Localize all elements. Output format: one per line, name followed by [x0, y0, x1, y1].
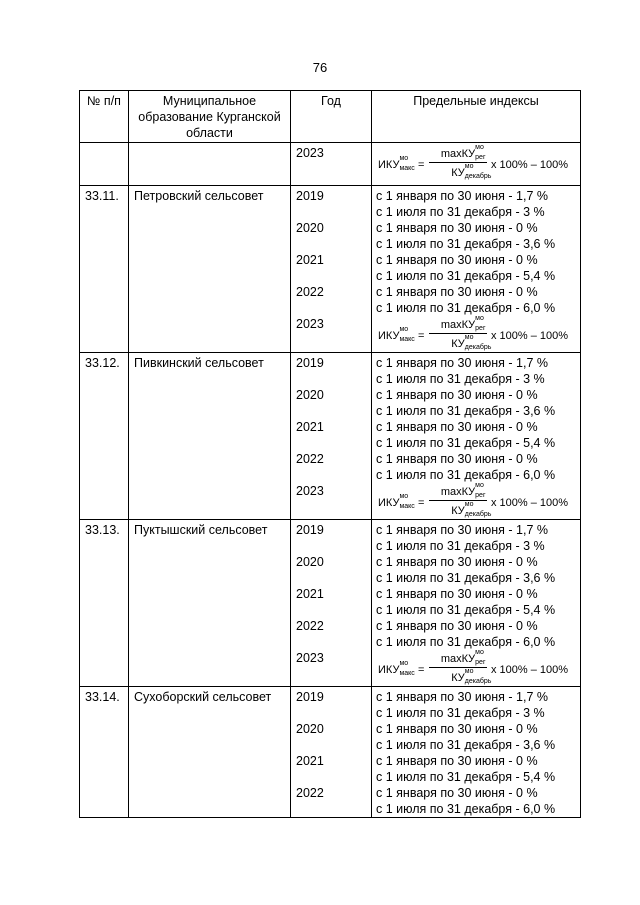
- year-value: 2019: [296, 189, 324, 203]
- municipality-name: [129, 143, 291, 186]
- index-line: с 1 июля по 31 декабря - 3,6 %: [376, 237, 556, 251]
- index-line: с 1 июля по 31 декабря - 6,0 %: [376, 635, 556, 649]
- index-line: с 1 июля по 31 декабря - 3,6 %: [376, 738, 556, 752]
- formula-fraction: maxКУ мо рег КУ мо декабрь: [429, 145, 487, 181]
- year-value: 2023: [296, 317, 324, 331]
- index-line: с 1 июля по 31 декабря - 5,4 %: [376, 436, 556, 450]
- years-cell: [291, 687, 372, 818]
- year-value: 2022: [296, 619, 324, 633]
- index-formula: [372, 650, 580, 686]
- indices-cell: [372, 687, 581, 818]
- years-cell: [291, 186, 372, 353]
- municipality-name: Пивкинский сельсовет: [129, 353, 291, 520]
- year-value: 2023: [296, 146, 324, 160]
- index-line: с 1 января по 30 июня - 1,7 %: [376, 356, 548, 370]
- index-line: с 1 января по 30 июня - 0 %: [376, 253, 538, 267]
- table-row: [80, 687, 581, 818]
- index-line: с 1 июля по 31 декабря - 3 %: [376, 706, 545, 720]
- index-line: с 1 июля по 31 декабря - 5,4 %: [376, 603, 556, 617]
- municipality-name: Сухоборский сельсовет: [129, 687, 291, 818]
- indices-cell: [372, 186, 581, 353]
- index-line: с 1 января по 30 июня - 0 %: [376, 722, 538, 736]
- index-line: с 1 января по 30 июня - 0 %: [376, 754, 538, 768]
- index-line: с 1 января по 30 июня - 0 %: [376, 555, 538, 569]
- index-line: с 1 января по 30 июня - 0 %: [376, 619, 538, 633]
- row-number: [80, 143, 129, 186]
- index-line: с 1 июля по 31 декабря - 3 %: [376, 372, 545, 386]
- year-value: 2020: [296, 555, 324, 569]
- formula-tail: x 100% – 100%: [491, 664, 569, 676]
- page-number: 76: [312, 60, 328, 75]
- header-num: № п/п: [80, 91, 129, 143]
- formula-equals: =: [418, 664, 425, 676]
- municipality-name: Пуктышский сельсовет: [129, 520, 291, 687]
- index-line: с 1 июля по 31 декабря - 3,6 %: [376, 404, 556, 418]
- indices-table: [79, 90, 581, 818]
- year-value: 2019: [296, 356, 324, 370]
- year-value: 2021: [296, 253, 324, 267]
- index-line: с 1 января по 30 июня - 0 %: [376, 221, 538, 235]
- municipality-name: Петровский сельсовет: [129, 186, 291, 353]
- year-value: 2022: [296, 285, 324, 299]
- index-line: с 1 января по 30 июня - 0 %: [376, 452, 538, 466]
- index-line: с 1 июля по 31 декабря - 3 %: [376, 539, 545, 553]
- year-value: 2021: [296, 754, 324, 768]
- year-value: 2022: [296, 786, 324, 800]
- index-line: с 1 января по 30 июня - 0 %: [376, 420, 538, 434]
- header-indices: Предельные индексы: [372, 91, 581, 143]
- row-number: 33.14.: [80, 687, 129, 818]
- indices-cell: [372, 520, 581, 687]
- formula-lhs: ИКУ мо макс: [378, 493, 415, 510]
- row-number: 33.11.: [80, 186, 129, 353]
- index-line: с 1 июля по 31 декабря - 5,4 %: [376, 770, 556, 784]
- formula-lhs: ИКУ мо макс: [378, 155, 415, 172]
- index-line: с 1 июля по 31 декабря - 6,0 %: [376, 468, 556, 482]
- index-line: с 1 июля по 31 декабря - 5,4 %: [376, 269, 556, 283]
- table-header-row: [80, 91, 581, 143]
- index-line: с 1 января по 30 июня - 0 %: [376, 388, 538, 402]
- years-cell: [291, 520, 372, 687]
- index-formula: [372, 483, 580, 519]
- year-value: 2023: [296, 484, 324, 498]
- header-municipality: Муниципальное образование Курганской области: [129, 91, 291, 143]
- year-value: 2019: [296, 690, 324, 704]
- year-value: 2021: [296, 587, 324, 601]
- table-row: [80, 520, 581, 687]
- index-line: с 1 января по 30 июня - 1,7 %: [376, 523, 548, 537]
- formula-equals: =: [418, 159, 425, 171]
- index-line: с 1 января по 30 июня - 0 %: [376, 786, 538, 800]
- header-year: Год: [291, 91, 372, 143]
- year-value: 2020: [296, 388, 324, 402]
- index-line: с 1 января по 30 июня - 1,7 %: [376, 189, 548, 203]
- index-line: с 1 января по 30 июня - 1,7 %: [376, 690, 548, 704]
- index-formula: [372, 316, 580, 352]
- indices-cell: [372, 143, 581, 186]
- formula-equals: =: [418, 497, 425, 509]
- table-row: [80, 353, 581, 520]
- row-number: 33.13.: [80, 520, 129, 687]
- index-line: с 1 января по 30 июня - 0 %: [376, 587, 538, 601]
- year-value: 2020: [296, 722, 324, 736]
- index-line: с 1 января по 30 июня - 0 %: [376, 285, 538, 299]
- index-line: с 1 июля по 31 декабря - 3 %: [376, 205, 545, 219]
- year-value: 2020: [296, 221, 324, 235]
- formula-fraction: maxКУ мо рег КУ мо декабрь: [429, 483, 487, 519]
- table-row: [80, 186, 581, 353]
- year-value: 2023: [296, 651, 324, 665]
- indices-cell: [372, 353, 581, 520]
- formula-lhs: ИКУ мо макс: [378, 326, 415, 343]
- years-cell: [291, 143, 372, 186]
- index-formula: [372, 145, 580, 181]
- year-value: 2022: [296, 452, 324, 466]
- formula-fraction: maxКУ мо рег КУ мо декабрь: [429, 650, 487, 686]
- index-line: с 1 июля по 31 декабря - 6,0 %: [376, 802, 556, 816]
- formula-tail: x 100% – 100%: [491, 159, 569, 171]
- table-body: [80, 143, 581, 818]
- table-row: [80, 143, 581, 186]
- formula-equals: =: [418, 330, 425, 342]
- formula-fraction: maxКУ мо рег КУ мо декабрь: [429, 316, 487, 352]
- years-cell: [291, 353, 372, 520]
- row-number: 33.12.: [80, 353, 129, 520]
- year-value: 2019: [296, 523, 324, 537]
- year-value: 2021: [296, 420, 324, 434]
- index-line: с 1 июля по 31 декабря - 6,0 %: [376, 301, 556, 315]
- formula-tail: x 100% – 100%: [491, 330, 569, 342]
- index-line: с 1 июля по 31 декабря - 3,6 %: [376, 571, 556, 585]
- formula-tail: x 100% – 100%: [491, 497, 569, 509]
- formula-lhs: ИКУ мо макс: [378, 660, 415, 677]
